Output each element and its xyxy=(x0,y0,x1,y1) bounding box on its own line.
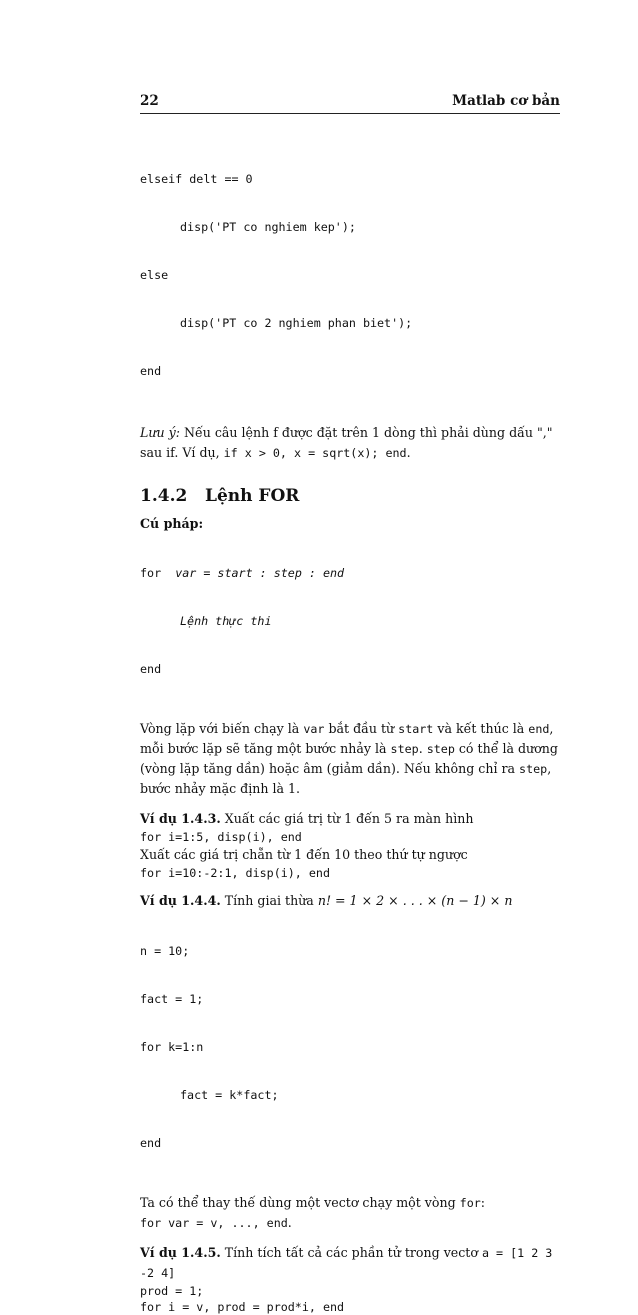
explain-code: step xyxy=(426,742,455,756)
example-code xyxy=(140,911,560,1183)
code-line: fact = 1; xyxy=(140,992,204,1006)
example-1-4-4 xyxy=(140,891,560,1183)
example-label: Ví dụ 1.4.5. xyxy=(140,1245,221,1260)
syntax-params: var = start : step : end xyxy=(161,566,345,580)
example-1-4-3 xyxy=(140,809,560,881)
vector-code: for xyxy=(459,1196,481,1210)
section-heading xyxy=(140,483,560,511)
page-content xyxy=(140,139,560,1315)
vector-note xyxy=(140,1193,560,1233)
explain-text: . xyxy=(418,741,427,756)
book-title: Matlab cơ bản xyxy=(452,93,560,109)
vector-code-line: for var = v, ..., end xyxy=(140,1216,288,1230)
example-desc: Tính tích tất cả các phần tử trong vectơ xyxy=(220,1245,482,1260)
explain-text: , bước nhảy mặc định là 1. xyxy=(140,761,552,796)
explain-text: , mỗi bước lặp sẽ tăng một bước nhảy là xyxy=(140,721,554,756)
syntax-line-3: end xyxy=(140,662,162,676)
syntax-title: Cú pháp: xyxy=(140,516,204,531)
syntax-keyword: for xyxy=(140,566,162,580)
note-label: Lưu ý: xyxy=(140,425,180,440)
explain-code: step xyxy=(519,762,548,776)
factorial-formula: n! = 1 × 2 × . . . × (n − 1) × n xyxy=(317,893,513,908)
section-title: Lệnh FOR xyxy=(205,486,300,506)
example-desc: Xuất các giá trị từ 1 đến 5 ra màn hình xyxy=(220,811,474,826)
note-text-end: . xyxy=(406,445,411,460)
explain-code: start xyxy=(398,722,434,736)
syntax-line-2: Lệnh thực thi xyxy=(180,614,272,628)
example-label: Ví dụ 1.4.3. xyxy=(140,811,221,826)
example-desc: Tính giai thừa xyxy=(220,893,318,908)
explain-text: và kết thúc là xyxy=(433,721,529,736)
syntax-block xyxy=(140,533,560,709)
example-code-2: for i = v, prod = prod*i, end xyxy=(140,1300,345,1314)
vector-text: Ta có thể thay thế dùng một vectơ chạy một vòng xyxy=(140,1195,460,1210)
example-1-4-5 xyxy=(140,1243,560,1315)
vector-text: : xyxy=(480,1195,486,1210)
code-line: end xyxy=(140,1136,162,1150)
vector-text: . xyxy=(287,1215,292,1230)
explain-code: step xyxy=(390,742,419,756)
note-code: if x > 0, x = sqrt(x); end xyxy=(223,446,407,460)
explain-paragraph xyxy=(140,719,560,799)
section-number: 1.4.2 xyxy=(140,486,188,506)
code-line: fact = k*fact; xyxy=(180,1088,279,1102)
code-block-if xyxy=(140,139,560,411)
example-heading xyxy=(140,891,560,911)
example-heading xyxy=(140,1243,560,1283)
example-code: for i=1:5, disp(i), end xyxy=(140,830,302,844)
example-vector: a = [1 2 3 -2 4] xyxy=(140,1246,553,1280)
explain-text: có thể là dương (vòng lặp tăng dần) hoặc âm (giảm dần). Nếu không chỉ ra xyxy=(140,741,558,776)
code-line: disp('PT co 2 nghiem phan biet'); xyxy=(180,316,413,330)
example-desc-2: Xuất các giá trị chẵn từ 1 đến 10 theo thứ tự ngược xyxy=(140,847,468,862)
example-heading xyxy=(140,809,560,829)
code-line: disp('PT co nghiem kep'); xyxy=(180,220,356,234)
code-line: elseif delt == 0 xyxy=(140,172,253,186)
example-code: prod = 1; xyxy=(140,1284,204,1298)
explain-text: Vòng lặp với biến chạy là xyxy=(140,721,304,736)
code-line: n = 10; xyxy=(140,944,190,958)
page-number: 22 xyxy=(140,93,159,109)
note-paragraph xyxy=(140,423,560,463)
example-label: Ví dụ 1.4.4. xyxy=(140,893,221,908)
example-code-2: for i=10:-2:1, disp(i), end xyxy=(140,866,330,880)
code-line: else xyxy=(140,268,169,282)
syntax-line-1 xyxy=(140,565,560,581)
code-line: end xyxy=(140,364,162,378)
code-line: for k=1:n xyxy=(140,1040,204,1054)
explain-code: var xyxy=(303,722,325,736)
page-header xyxy=(140,93,560,114)
explain-code: end xyxy=(528,722,550,736)
explain-text: bắt đầu từ xyxy=(324,721,399,736)
note-text: Nếu câu lệnh f được đặt trên 1 dòng thì phải dùng dấu "," sau if. Ví dụ, xyxy=(140,425,553,460)
